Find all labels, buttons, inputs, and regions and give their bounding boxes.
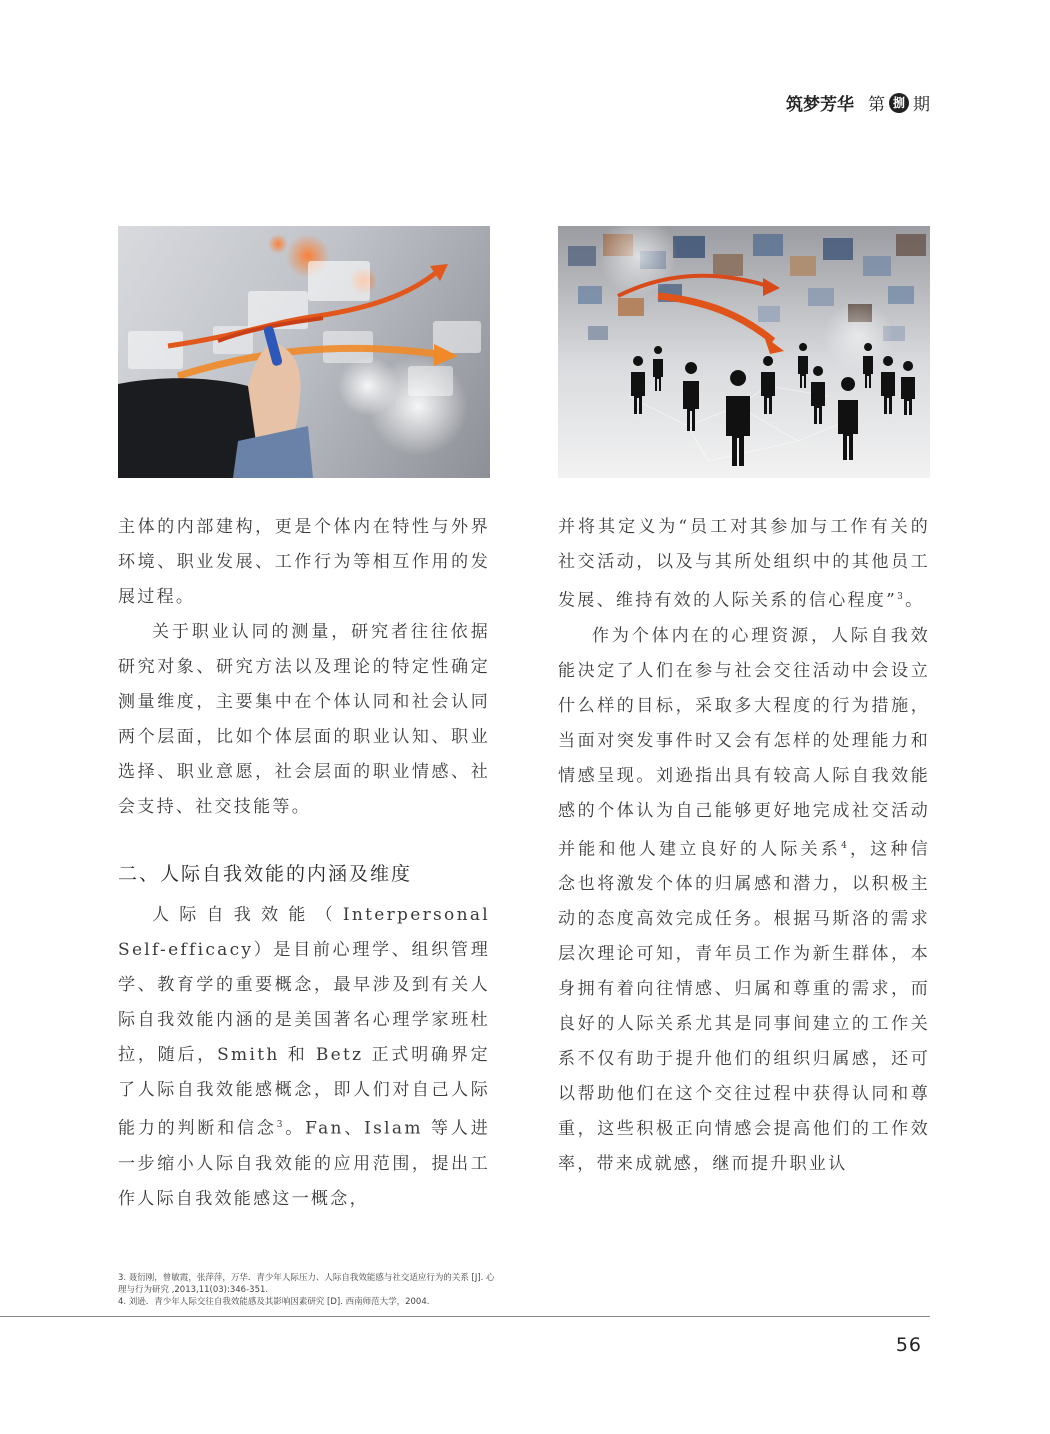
paragraph-text: 作为个体内在的心理资源，人际自我效能决定了人们在参与社会交往活动中会设立什么样的目标，采取多大程度的行为措施，当面对突发事件时又会有怎样的处理能力和情感呈现。刘逊指出具有较高人际自我效能感的个体认为自己能够更好地完成社交活动并能和他人建立良好的人际关系 xyxy=(558,625,930,860)
footnote-ref: 3 xyxy=(276,1120,285,1130)
right-text-column xyxy=(558,510,930,1182)
issue-prefix: 第 xyxy=(868,95,885,115)
issue-suffix: 期 xyxy=(913,95,930,115)
paragraph xyxy=(118,898,490,1217)
section-heading: 二、人际自我效能的内涵及维度 xyxy=(118,863,413,885)
left-text-column xyxy=(118,510,490,1217)
paragraph-text: 。Fan、Islam 等人进一步缩小人际自我效能的应用范围，提出工作人际自我效能感这一概念， xyxy=(118,1118,490,1209)
magazine-title: 筑梦芳华 xyxy=(786,95,854,115)
footnote-ref: 3 xyxy=(897,592,906,602)
paragraph xyxy=(558,510,930,619)
paragraph-text: 并将其定义为“员工对其参加与工作有关的社交活动，以及与其所处组织中的其他员工发展、维持有效的人际关系的信心程度” xyxy=(558,517,930,611)
paragraph-text: 人际自我效能（Interpersonal Self-efficacy）是目前心理学、组织管理学、教育学的重要概念，最早涉及到有关人际自我效能内涵的是美国著名心理学家班杜拉，随后，Smith 和 Betz 正式明确界定了人际自我效能感概念，即人们对自己人际能力的判断和信念 xyxy=(118,905,490,1139)
paragraph xyxy=(558,619,930,1183)
page-header xyxy=(786,90,930,115)
page-number: 56 xyxy=(895,1334,922,1356)
footnote: 3. 聂衍刚，曾敏霞，张萍萍，万华．青少年人际压力、人际自我效能感与社交适应行为的关系 [J]. 心理与行为研究 ,2013,11(03):346-351. xyxy=(118,1273,495,1295)
footer-divider xyxy=(0,1316,930,1317)
business-growth-photo xyxy=(118,226,490,478)
social-network-photo xyxy=(558,226,930,478)
paragraph-text: 。 xyxy=(905,590,925,611)
paragraph-text: ，这种信念也将激发个体的归属感和潜力，以积极主动的态度高效完成任务。根据马斯洛的需求层次理论可知，青年员工作为新生群体，本身拥有着向往情感、归属和尊重的需求，而良好的人际关系尤其是同事间建立的工作关系不仅有助于提升他们的组织归属感，还可以帮助他们在这个交往过程中获得认同和尊重，这些积极正向情感会提高他们的工作效率，带来成就感，继而提升职业认 xyxy=(558,839,931,1175)
issue-number-badge: 捌 xyxy=(889,93,909,113)
footnotes xyxy=(118,1272,498,1308)
footnote: 4. 刘逊．青少年人际交往自我效能感及其影响因素研究 [D]. 西南师范大学，2004. xyxy=(118,1297,430,1307)
paragraph: 主体的内部建构，更是个体内在特性与外界环境、职业发展、工作行为等相互作用的发展过程。 xyxy=(118,517,490,607)
footnote-ref: 4 xyxy=(841,840,850,851)
paragraph: 关于职业认同的测量，研究者往往依据研究对象、研究方法以及理论的特定性确定测量维度，主要集中在个体认同和社会认同两个层面，比如个体层面的职业认知、职业选择、职业意愿，社会层面的职业情感、社会支持、社交技能等。 xyxy=(118,622,490,817)
